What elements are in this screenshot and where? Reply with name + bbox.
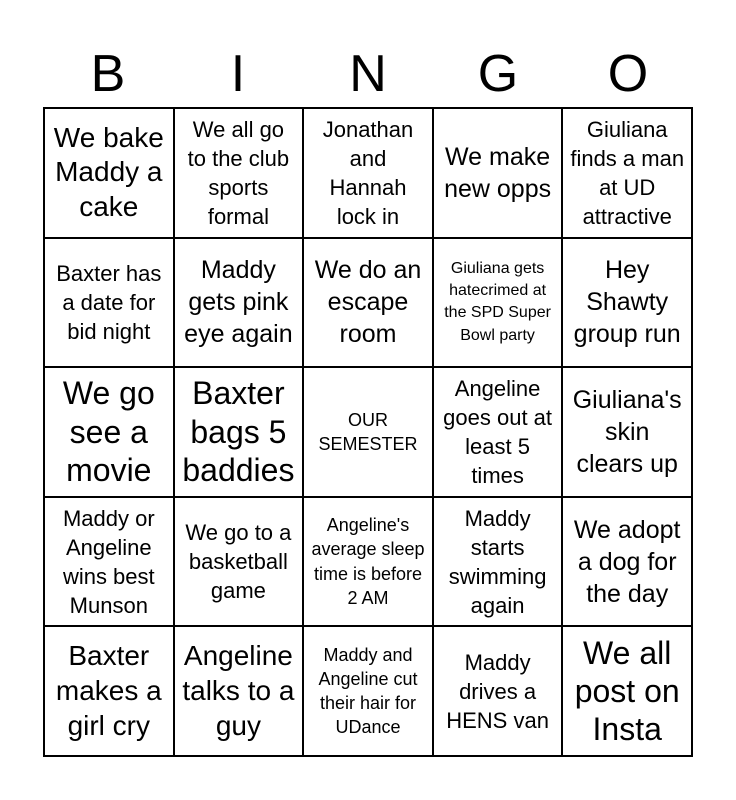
bingo-cell[interactable] [44,497,174,627]
cell-text: Maddy gets pink eye again [184,256,293,349]
cell-text: Maddy drives a HENS van [446,649,549,733]
bingo-cell[interactable] [303,238,433,368]
bingo-cell[interactable] [44,108,174,238]
cell-text: Baxter has a date for bid night [56,260,162,344]
bingo-cell[interactable] [174,626,304,756]
bingo-cell[interactable] [562,367,692,497]
header-letter-n: N [349,45,387,103]
bingo-cell[interactable] [44,626,174,756]
cell-text: Hey Shawty group run [573,256,681,349]
cell-text: Maddy starts swimming again [448,505,547,618]
bingo-cell[interactable] [303,108,433,238]
cell-text: Maddy and Angeline cut their hair for UDance [318,644,418,738]
cell-text: Baxter makes a girl cry [55,640,162,741]
bingo-cell[interactable] [562,238,692,368]
bingo-cell[interactable] [562,497,692,627]
bingo-cell[interactable] [44,367,174,497]
bingo-cell[interactable] [44,238,174,368]
header-letter-i: I [230,45,246,103]
header-letter-g: G [477,45,519,103]
cell-text: We bake Maddy a cake [53,121,164,223]
bingo-cell[interactable] [562,108,692,238]
bingo-cell[interactable] [562,626,692,756]
header-letter-b: B [90,45,126,103]
cell-text: Giuliana finds a man at UD attractive [570,116,685,229]
cell-text: We adopt a dog for the day [573,515,681,608]
cell-text: Angeline talks to a guy [182,640,295,741]
bingo-cell[interactable] [433,238,563,368]
cell-text: We all go to the club sports formal [187,116,290,229]
cell-text: We make new opps [444,142,552,203]
cell-text: We go see a movie [62,375,155,489]
cell-text: OUR SEMESTER [318,409,418,454]
cell-text: Baxter bags 5 baddies [182,375,295,489]
cell-text: Angeline goes out at least 5 times [443,375,553,489]
bingo-cell[interactable] [174,108,304,238]
header-letter-o: O [607,45,649,103]
cell-text: Maddy or Angeline wins best Munson [62,505,155,618]
cell-text: We do an escape room [314,256,422,349]
cell-text: We all post on Insta [574,634,680,748]
cell-text: Giuliana gets hatecrimed at the SPD Super Bowl party [444,259,551,344]
bingo-cell[interactable] [303,497,433,627]
bingo-header [43,40,693,108]
bingo-cell[interactable] [174,497,304,627]
cell-text: We go to a basketball game [185,520,292,604]
cell-text: Giuliana's skin clears up [572,385,682,478]
cell-text: Angeline's average sleep time is before 2 AM [311,515,425,608]
bingo-cell[interactable] [433,626,563,756]
cell-text: Jonathan and Hannah lock in [322,116,414,229]
bingo-board [43,107,693,757]
bingo-cell[interactable] [433,108,563,238]
free-space-cell [303,367,433,497]
bingo-cell[interactable] [174,367,304,497]
bingo-cell[interactable] [433,497,563,627]
bingo-cell[interactable] [433,367,563,497]
bingo-cell[interactable] [303,626,433,756]
bingo-cell[interactable] [174,238,304,368]
